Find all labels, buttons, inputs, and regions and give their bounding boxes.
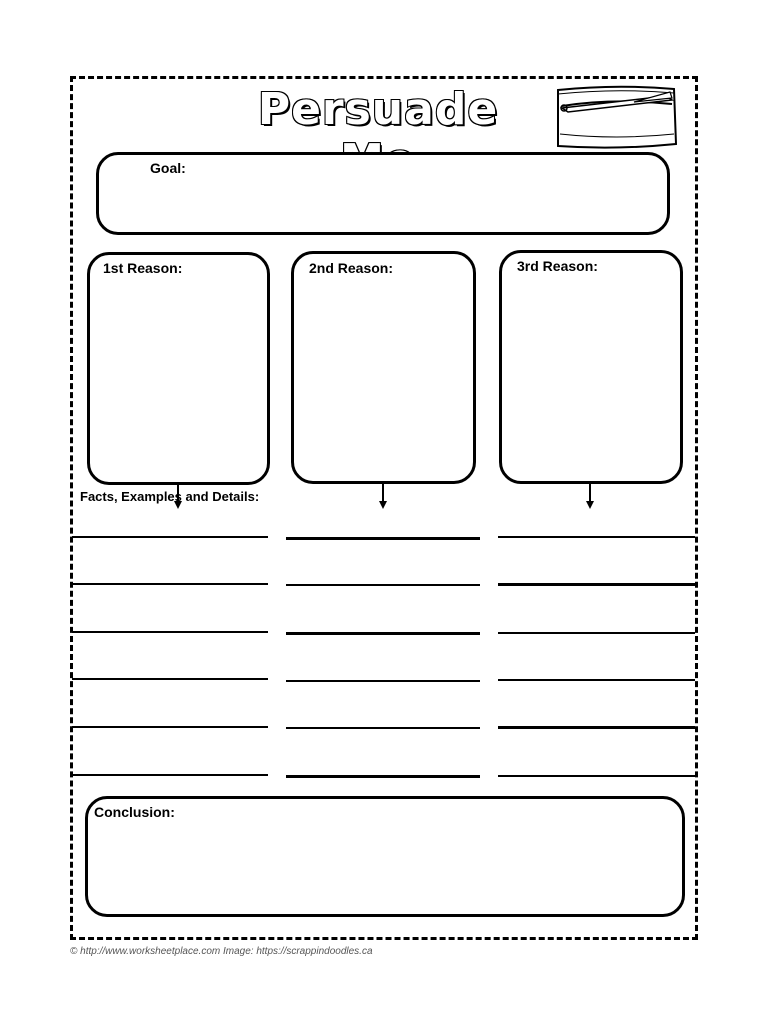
- goal-label: Goal:: [150, 160, 186, 176]
- reason-box-3[interactable]: [499, 250, 683, 484]
- writing-line[interactable]: [286, 632, 480, 635]
- reason-label-1: 1st Reason:: [103, 260, 183, 276]
- reason-label-3: 3rd Reason:: [517, 258, 598, 274]
- writing-line[interactable]: [498, 632, 695, 634]
- writing-line[interactable]: [286, 537, 480, 540]
- page-title: Persuade: [257, 84, 499, 135]
- reason-label-2: 2nd Reason:: [309, 260, 394, 276]
- arrow-down-icon: [376, 484, 390, 510]
- writing-line[interactable]: [498, 679, 695, 681]
- credit-text: © http://www.worksheetplace.com Image: https://scrappindoodles.ca: [70, 946, 373, 957]
- writing-line[interactable]: [498, 536, 695, 538]
- writing-line[interactable]: [72, 774, 268, 776]
- writing-line[interactable]: [286, 727, 480, 729]
- writing-line[interactable]: [286, 680, 480, 682]
- facts-label: Facts, Examples and Details:: [80, 489, 260, 504]
- arrow-down-icon: [583, 484, 597, 510]
- writing-line[interactable]: [72, 536, 268, 538]
- writing-line[interactable]: [286, 584, 480, 586]
- writing-line[interactable]: [498, 775, 695, 777]
- writing-line[interactable]: [498, 583, 695, 586]
- writing-line[interactable]: [72, 631, 268, 633]
- writing-line[interactable]: [498, 726, 695, 729]
- writing-line[interactable]: [286, 775, 480, 778]
- writing-line[interactable]: [72, 583, 268, 585]
- pencil-case-icon: [554, 84, 680, 154]
- reason-box-2[interactable]: [291, 251, 476, 484]
- conclusion-box[interactable]: [85, 796, 685, 917]
- writing-line[interactable]: [72, 678, 268, 680]
- goal-box[interactable]: [96, 152, 670, 235]
- reason-box-1[interactable]: [87, 252, 270, 485]
- conclusion-label: Conclusion:: [94, 804, 175, 820]
- writing-line[interactable]: [72, 726, 268, 728]
